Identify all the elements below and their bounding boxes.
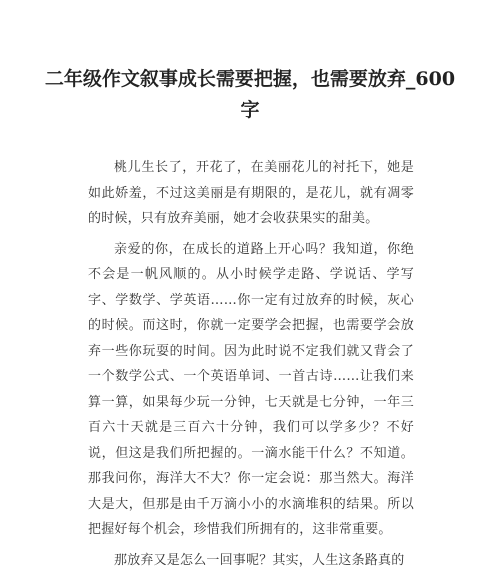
paragraph-3: 那放弃又是怎么一回事呢？其实，人生这条路真的	[114, 552, 405, 568]
article-title: 二年级作文叙事成长需要把握，也需要放弃_600 字	[44, 68, 456, 121]
article-body	[88, 155, 414, 578]
paragraph-2: 亲爱的你，在成长的道路上开心吗？我知道，你绝不会是一帆风顺的。从小时候学走路、学说话、学写字、学数学、学英语……你一定有过放弃的时候，灰心的时候。而这时，你就一定要学会把握，也需要学会放弃一些你玩耍的时间。因为此时说不定我们就又背会了一个数学公式、一个英语单词、一首古诗……让我们来算一算，如果每少玩一分钟，七天就是七分钟，一年三百六十天就是三百六十分钟，我们可以学多少？不好说，但这是我们所把握的。一滴水能干什么？不知道。那我问你，海洋大不大？你一定会说：那当然大。海洋大是大，但那是由千万滴小小的水滴堆积的结果。所以把握好每个机会，珍惜我们所拥有的，这非常重要。	[88, 241, 414, 537]
paragraph-1: 桃儿生长了，开花了，在美丽花儿的衬托下，她是如此娇羞，不过这美丽是有期限的，是花儿，就有凋零的时候，只有放弃美丽，她才会收获果实的甜美。	[88, 160, 414, 226]
